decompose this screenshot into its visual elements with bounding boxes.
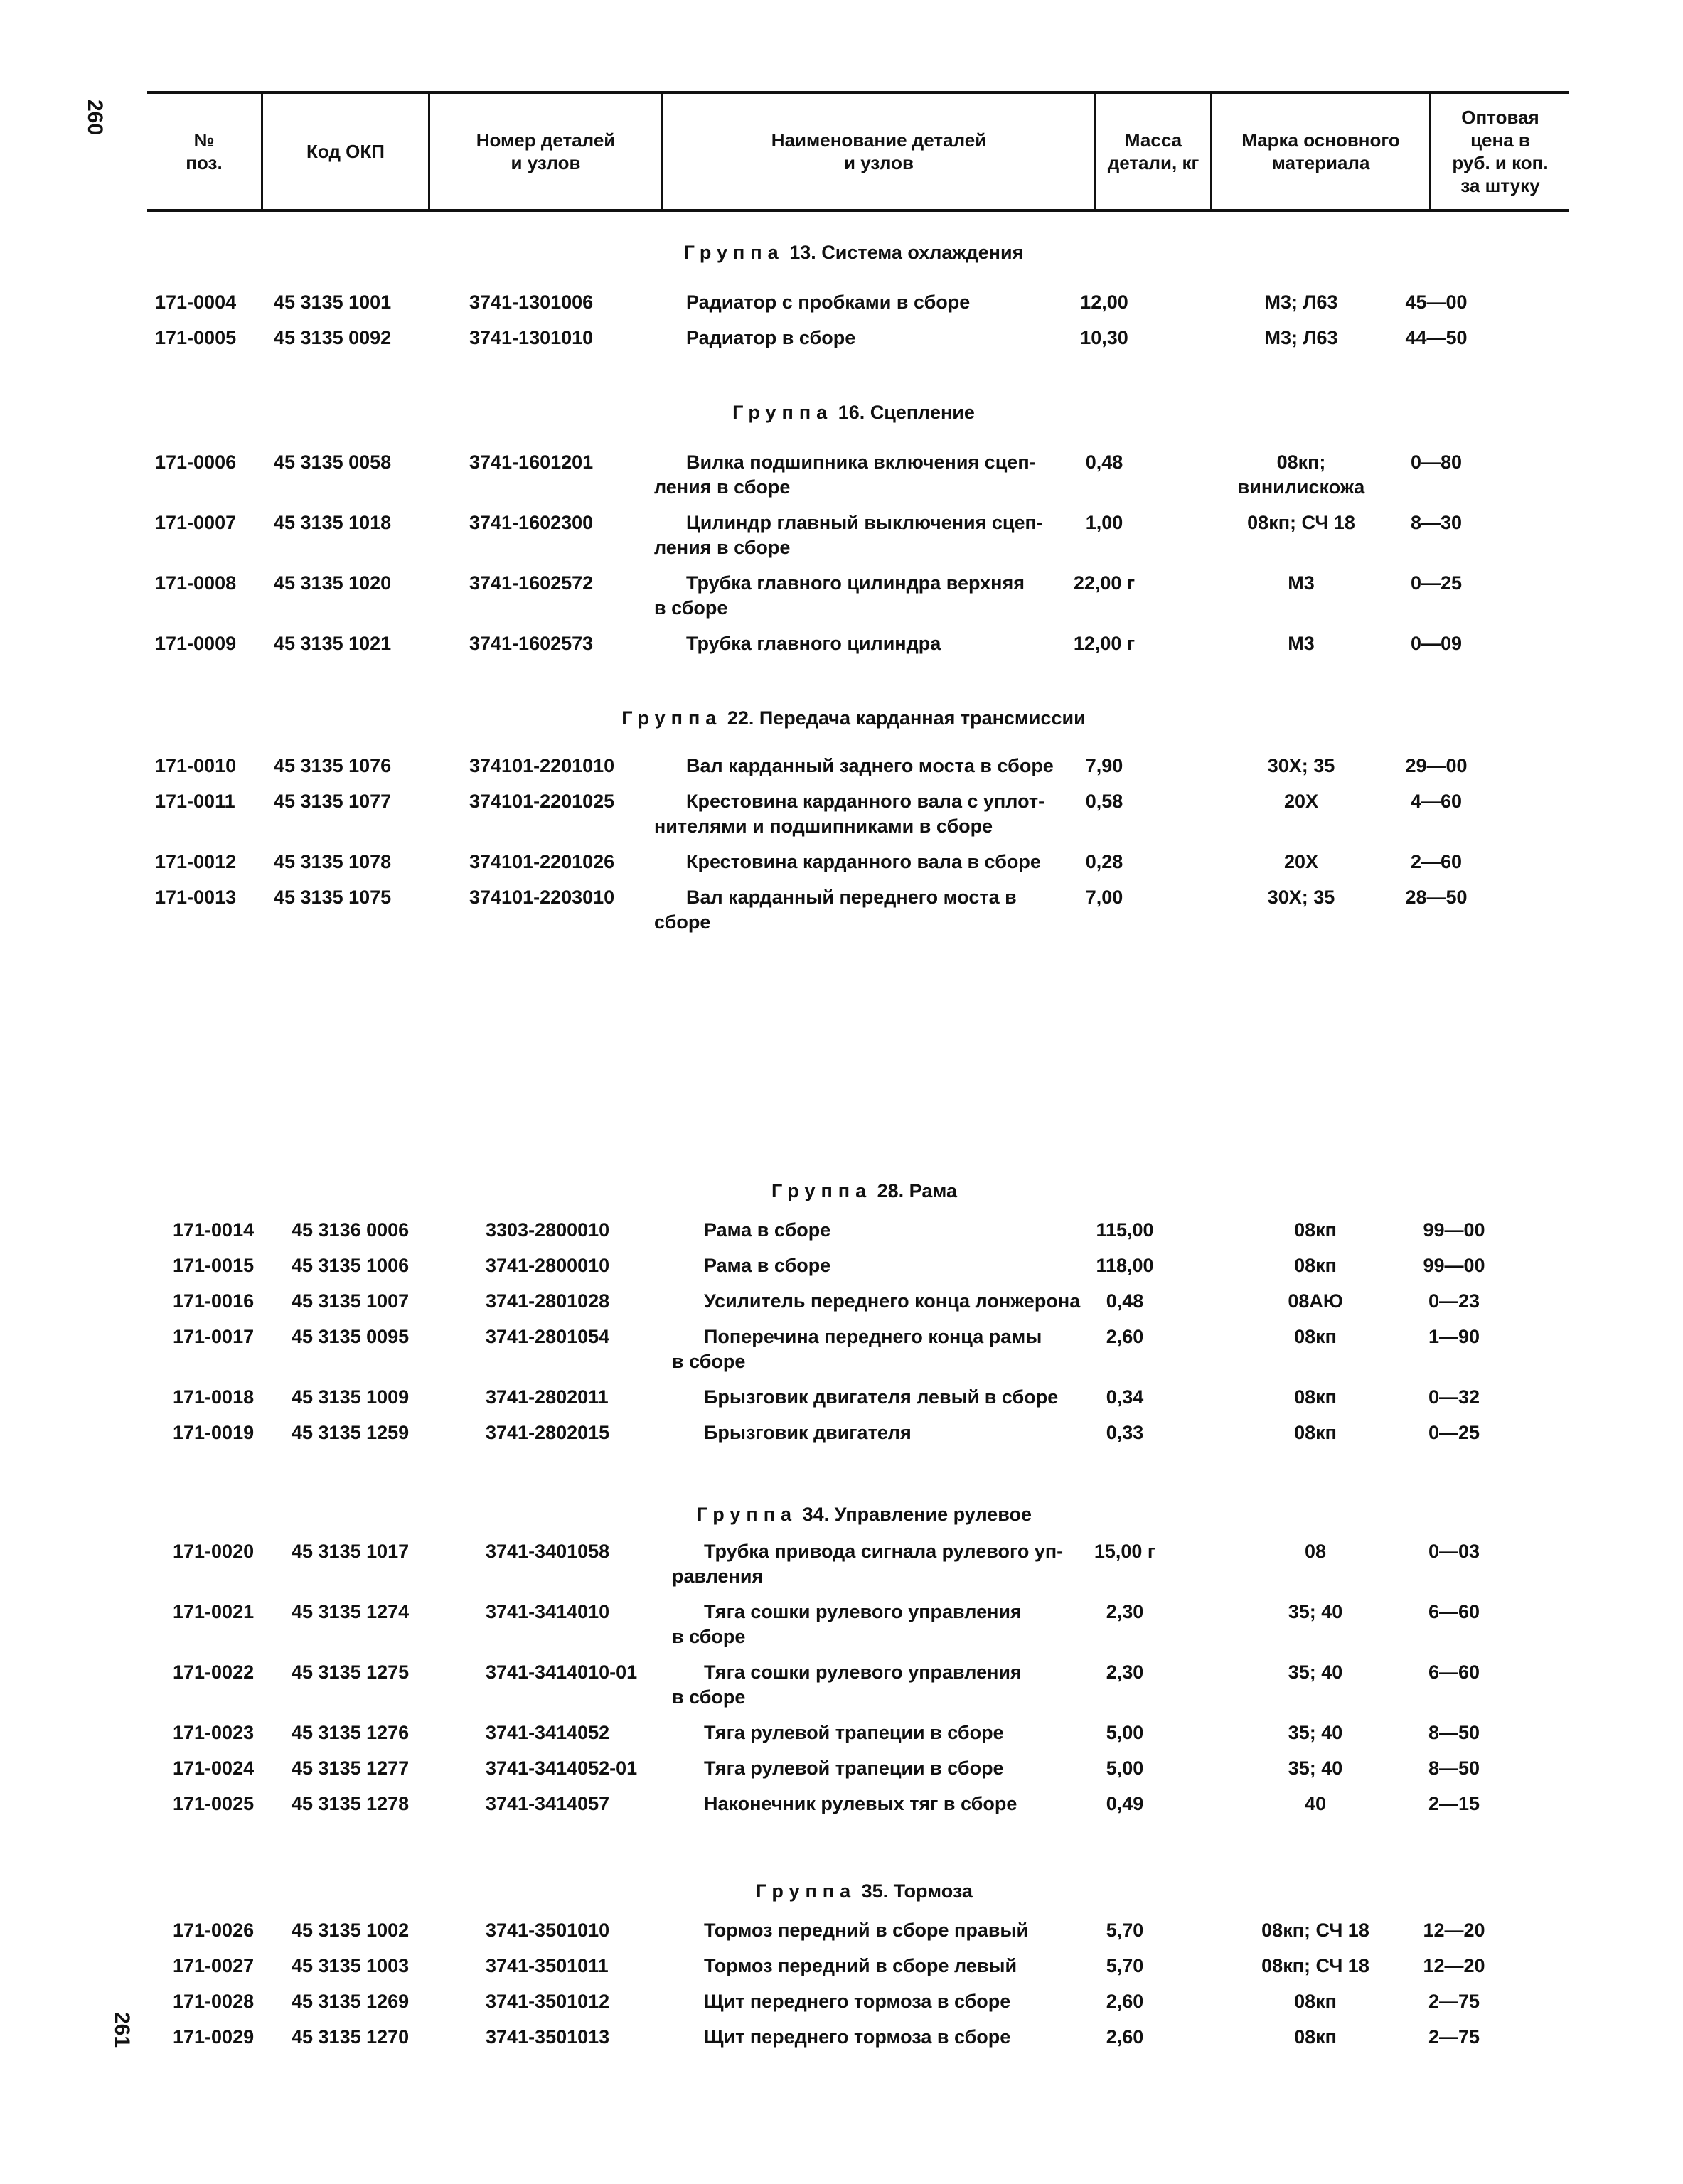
cell-pos: 171-0026 (173, 1920, 255, 1941)
table-row (0, 1660, 1683, 1717)
cell-okp: 45 3136 0006 (292, 1219, 410, 1241)
page-number-bottom: 261 (110, 2012, 134, 2048)
cell-mass: 7,00 (1085, 887, 1123, 908)
cell-mass: 0,48 (1106, 1290, 1144, 1312)
cell-number: 3741-3401058 (486, 1541, 610, 1562)
group-title: Группа 22. Передача карданная трансмиссии (621, 707, 1086, 729)
cell-price: 0—80 (1410, 451, 1463, 473)
cell-price: 12—20 (1423, 1955, 1485, 1976)
cell-pos: 171-0029 (173, 2026, 255, 2048)
cell-price: 2—15 (1428, 1793, 1480, 1814)
cell-okp: 45 3135 1270 (292, 2026, 410, 2048)
cell-number: 3741-2801028 (486, 1290, 610, 1312)
cell-name-line1: Трубка главного цилиндра (686, 633, 941, 654)
cell-name (672, 1954, 1113, 1979)
cell-okp: 45 3135 1276 (292, 1722, 410, 1743)
cell-okp: 45 3135 0092 (274, 327, 392, 348)
cell-mass: 2,60 (1106, 1991, 1144, 2012)
cell-price: 0—23 (1428, 1290, 1480, 1312)
cell-name-line1: Брызговик двигателя (704, 1422, 912, 1443)
cell-material: 08кп (1294, 1326, 1337, 1347)
cell-pos: 171-0005 (155, 327, 237, 348)
cell-name (672, 1756, 1113, 1781)
cell-pos: 171-0009 (155, 633, 237, 654)
cell-price: 8—30 (1410, 512, 1463, 533)
cell-price: 2—75 (1428, 1991, 1480, 2012)
cell-okp: 45 3135 1006 (292, 1255, 410, 1276)
cell-name (654, 754, 1095, 778)
cell-number: 3741-1601201 (469, 451, 594, 473)
cell-okp: 45 3135 1020 (274, 572, 392, 594)
cell-okp: 45 3135 1018 (274, 512, 392, 533)
table-row (0, 510, 1683, 567)
cell-number: 3741-3414052 (486, 1722, 610, 1743)
cell-okp: 45 3135 1278 (292, 1793, 410, 1814)
cell-name-line1: Вилка подшипника включения сцеп- (686, 451, 1036, 473)
cell-price: 8—50 (1428, 1722, 1480, 1743)
group-title: Группа 34. Управление рулевое (696, 1504, 1032, 1525)
table-row (0, 1792, 1683, 1848)
cell-pos: 171-0022 (173, 1661, 255, 1683)
cell-price: 6—60 (1428, 1661, 1480, 1683)
cell-okp: 45 3135 1277 (292, 1757, 410, 1779)
cell-price: 45—00 (1405, 291, 1468, 313)
cell-name-line1: Крестовина карданного вала с уплот- (686, 791, 1045, 812)
cell-mass: 115,00 (1096, 1219, 1154, 1241)
cell-material: М3; Л63 (1264, 327, 1338, 348)
cell-name (672, 1324, 1113, 1374)
cell-name (672, 1539, 1113, 1589)
cell-okp: 45 3135 1001 (274, 291, 392, 313)
cell-okp: 45 3135 1075 (274, 887, 392, 908)
cell-number: 374101-2201010 (469, 755, 615, 776)
cell-material: 30Х; 35 (1267, 755, 1335, 776)
cell-name-line1: Тяга рулевой трапеции в сборе (704, 1757, 1004, 1779)
cell-pos: 171-0007 (155, 512, 237, 533)
cell-price: 0—03 (1428, 1541, 1480, 1562)
cell-name-line2: в сборе (672, 1626, 746, 1647)
cell-number: 3741-1602300 (469, 512, 594, 533)
cell-mass: 2,60 (1106, 2026, 1144, 2048)
header-number: Номер деталей и узлов (476, 129, 616, 173)
cell-number: 374101-2203010 (469, 887, 615, 908)
cell-name (672, 1289, 1113, 1314)
cell-mass: 0,48 (1085, 451, 1123, 473)
cell-number: 3741-3414010 (486, 1601, 610, 1622)
cell-name-line1: Тяга сошки рулевого управления (704, 1661, 1022, 1683)
cell-name (672, 1385, 1113, 1410)
cell-name (672, 1720, 1113, 1745)
cell-mass: 5,00 (1106, 1722, 1144, 1743)
cell-number: 3741-3414057 (486, 1793, 610, 1814)
cell-number: 3741-2800010 (486, 1255, 610, 1276)
cell-material: 08АЮ (1288, 1290, 1343, 1312)
cell-material: 40 (1304, 1793, 1327, 1814)
cell-number: 3741-2802011 (486, 1386, 609, 1408)
cell-material: 35; 40 (1288, 1757, 1343, 1779)
group-title: Группа 28. Рама (771, 1180, 957, 1201)
cell-material: 08кп (1294, 1219, 1337, 1241)
cell-price: 2—75 (1428, 2026, 1480, 2048)
cell-name-line2: в сборе (672, 1351, 746, 1372)
cell-name-line1: Тяга рулевой трапеции в сборе (704, 1722, 1004, 1743)
table-row (0, 2025, 1683, 2082)
cell-pos: 171-0027 (173, 1955, 255, 1976)
cell-pos: 171-0015 (173, 1255, 255, 1276)
header-material: Марка основного материала (1241, 129, 1400, 173)
cell-material: 35; 40 (1288, 1601, 1343, 1622)
cell-number: 3741-2801054 (486, 1326, 610, 1347)
cell-number: 3741-2802015 (486, 1422, 610, 1443)
cell-mass: 1,00 (1085, 512, 1123, 533)
cell-okp: 45 3135 1009 (292, 1386, 410, 1408)
cell-pos: 171-0008 (155, 572, 237, 594)
cell-okp: 45 3135 1078 (274, 851, 392, 872)
table-row (0, 1600, 1683, 1656)
cell-okp: 45 3135 0058 (274, 451, 392, 473)
cell-material: 08кп (1294, 2026, 1337, 2048)
cell-number: 3741-3501010 (486, 1920, 610, 1941)
cell-name (654, 450, 1095, 500)
cell-pos: 171-0028 (173, 1991, 255, 2012)
header-price: Оптовая цена в руб. и коп. за штуку (1452, 107, 1549, 196)
cell-name (654, 571, 1095, 621)
cell-okp: 45 3135 1021 (274, 633, 392, 654)
cell-name-line1: Трубка главного цилиндра верхняя (686, 572, 1025, 594)
cell-material: 08кп (1294, 1991, 1337, 2012)
cell-number: 374101-2201025 (469, 791, 615, 812)
cell-mass: 12,00 (1080, 291, 1128, 313)
cell-mass: 2,60 (1106, 1326, 1144, 1347)
cell-okp: 45 3135 1274 (292, 1601, 410, 1622)
cell-price: 4—60 (1410, 791, 1463, 812)
cell-name (654, 631, 1095, 656)
cell-mass: 15,00 г (1094, 1541, 1156, 1562)
cell-pos: 171-0019 (173, 1422, 255, 1443)
cell-price: 44—50 (1405, 327, 1468, 348)
cell-price: 99—00 (1423, 1219, 1485, 1241)
cell-name-line2: равления (672, 1565, 764, 1587)
cell-number: 3741-1301006 (469, 291, 594, 313)
cell-price: 8—50 (1428, 1757, 1480, 1779)
cell-number: 3741-1602572 (469, 572, 594, 594)
cell-name-line2: ления в сборе (654, 476, 791, 498)
cell-pos: 171-0024 (173, 1757, 255, 1779)
cell-number: 3741-3414052-01 (486, 1757, 638, 1779)
cell-pos: 171-0014 (173, 1219, 255, 1241)
cell-name-line1: Поперечина переднего конца рамы (704, 1326, 1042, 1347)
cell-pos: 171-0016 (173, 1290, 255, 1312)
cell-price: 0—09 (1410, 633, 1463, 654)
cell-name-line1: Щит переднего тормоза в сборе (704, 2026, 1011, 2048)
cell-okp: 45 3135 1275 (292, 1661, 410, 1683)
cell-mass: 5,70 (1106, 1955, 1144, 1976)
cell-name-line1: Рама в сборе (704, 1219, 831, 1241)
cell-pos: 171-0010 (155, 755, 237, 776)
cell-mass: 0,34 (1106, 1386, 1144, 1408)
cell-material: 20Х (1283, 851, 1319, 872)
cell-price: 28—50 (1405, 887, 1468, 908)
cell-name-line1: Трубка привода сигнала рулевого уп- (704, 1541, 1064, 1562)
cell-material: 08кп (1294, 1422, 1337, 1443)
table-row (0, 1420, 1683, 1477)
cell-mass: 7,90 (1085, 755, 1123, 776)
cell-okp: 45 3135 0095 (292, 1326, 410, 1347)
cell-mass: 12,00 г (1073, 633, 1136, 654)
cell-name (672, 1989, 1113, 2014)
cell-pos: 171-0023 (173, 1722, 255, 1743)
cell-number: 3741-3414010-01 (486, 1661, 638, 1683)
cell-price: 12—20 (1423, 1920, 1485, 1941)
table-row (0, 326, 1683, 382)
table-row (0, 1539, 1683, 1596)
cell-material: 08кп; СЧ 18 (1261, 1920, 1369, 1941)
cell-mass: 0,28 (1085, 851, 1123, 872)
cell-name-line1: Радиатор с пробками в сборе (686, 291, 971, 313)
cell-name-line1: Рама в сборе (704, 1255, 831, 1276)
cell-mass: 10,30 (1080, 327, 1128, 348)
cell-price: 0—32 (1428, 1386, 1480, 1408)
cell-price: 29—00 (1405, 755, 1468, 776)
cell-number: 3741-3501013 (486, 2026, 610, 2048)
cell-name (654, 885, 1095, 935)
cell-name (672, 1600, 1113, 1649)
cell-mass: 0,49 (1106, 1793, 1144, 1814)
cell-material: М3 (1288, 572, 1315, 594)
cell-name (672, 2025, 1113, 2050)
cell-name-line2: нителями и подшипниками в сборе (654, 815, 993, 837)
cell-name (654, 290, 1095, 315)
cell-name-line1: Брызговик двигателя левый в сборе (704, 1386, 1059, 1408)
cell-material: 08кп (1294, 1386, 1337, 1408)
cell-name-line2: в сборе (672, 1686, 746, 1708)
cell-name (654, 510, 1095, 560)
cell-mass: 2,30 (1106, 1601, 1144, 1622)
table-row (0, 450, 1683, 507)
cell-price: 1—90 (1428, 1326, 1480, 1347)
header-okp: Код ОКП (306, 141, 385, 162)
cell-number: 3303-2800010 (486, 1219, 610, 1241)
cell-name-line1: Крестовина карданного вала в сборе (686, 851, 1041, 872)
cell-okp: 45 3135 1269 (292, 1991, 410, 2012)
cell-name-line1: Тормоз передний в сборе правый (704, 1920, 1029, 1941)
cell-name (654, 326, 1095, 350)
cell-pos: 171-0018 (173, 1386, 255, 1408)
header-name: Наименование деталей и узлов (771, 129, 987, 173)
cell-okp: 45 3135 1007 (292, 1290, 410, 1312)
cell-name-line1: Тормоз передний в сборе левый (704, 1955, 1017, 1976)
cell-okp: 45 3135 1077 (274, 791, 392, 812)
cell-name (672, 1792, 1113, 1816)
cell-price: 2—60 (1410, 851, 1463, 872)
cell-name-line1: Вал карданный заднего моста в сборе (686, 755, 1054, 776)
cell-number: 3741-3501012 (486, 1991, 610, 2012)
cell-price: 0—25 (1410, 572, 1463, 594)
table-row (0, 789, 1683, 846)
table-row (0, 1324, 1683, 1381)
cell-material: 08кп; СЧ 18 (1261, 1955, 1369, 1976)
cell-material: 20Х (1283, 791, 1319, 812)
cell-material: 30Х; 35 (1267, 887, 1335, 908)
cell-okp: 45 3135 1002 (292, 1920, 410, 1941)
group-title: Группа 13. Система охлаждения (683, 242, 1024, 263)
cell-name (672, 1918, 1113, 1943)
cell-pos: 171-0017 (173, 1326, 255, 1347)
cell-material: М3 (1288, 633, 1315, 654)
cell-mass: 118,00 (1096, 1255, 1154, 1276)
cell-pos: 171-0012 (155, 851, 237, 872)
header-pos: № поз. (186, 129, 223, 173)
table-row (0, 571, 1683, 628)
cell-okp: 45 3135 1017 (292, 1541, 410, 1562)
cell-name-line1: Наконечник рулевых тяг в сборе (704, 1793, 1017, 1814)
cell-okp: 45 3135 1259 (292, 1422, 410, 1443)
cell-name (672, 1218, 1113, 1243)
cell-name-line2: сборе (654, 911, 711, 933)
cell-mass: 0,58 (1085, 791, 1123, 812)
cell-name-line1: Радиатор в сборе (686, 327, 856, 348)
cell-mass: 2,30 (1106, 1661, 1144, 1683)
cell-name-line1: Вал карданный переднего моста в (686, 887, 1017, 908)
cell-material: 08кп; СЧ 18 (1247, 512, 1355, 533)
cell-price: 99—00 (1423, 1255, 1485, 1276)
cell-name-line1: Усилитель переднего конца лонжерона (704, 1290, 1081, 1312)
cell-price: 6—60 (1428, 1601, 1480, 1622)
cell-name-line1: Щит переднего тормоза в сборе (704, 1991, 1011, 2012)
cell-pos: 171-0006 (155, 451, 237, 473)
cell-name-line2: в сборе (654, 597, 728, 619)
group-title: Группа 35. Тормоза (756, 1880, 973, 1902)
cell-number: 3741-1602573 (469, 633, 594, 654)
cell-mass: 0,33 (1106, 1422, 1144, 1443)
cell-mass: 5,00 (1106, 1757, 1144, 1779)
cell-name-line1: Тяга сошки рулевого управления (704, 1601, 1022, 1622)
cell-material: 08 (1304, 1541, 1327, 1562)
header-mass: Масса детали, кг (1107, 129, 1200, 173)
cell-price: 0—25 (1428, 1422, 1480, 1443)
page-number-top: 260 (83, 100, 107, 136)
cell-pos: 171-0021 (173, 1601, 255, 1622)
table-row (0, 631, 1683, 688)
table-header (147, 91, 1569, 212)
cell-name (672, 1420, 1113, 1445)
cell-number: 374101-2201026 (469, 851, 615, 872)
group-title: Группа 16. Сцепление (732, 402, 975, 423)
cell-material: 35; 40 (1288, 1661, 1343, 1683)
cell-material-line2: винилискожа (1237, 476, 1365, 498)
cell-name (672, 1253, 1113, 1278)
cell-pos: 171-0011 (155, 791, 235, 812)
cell-pos: 171-0013 (155, 887, 237, 908)
cell-pos: 171-0025 (173, 1793, 255, 1814)
cell-pos: 171-0020 (173, 1541, 255, 1562)
cell-mass: 22,00 г (1073, 572, 1136, 594)
cell-okp: 45 3135 1076 (274, 755, 392, 776)
cell-name (654, 789, 1095, 839)
cell-material: М3; Л63 (1264, 291, 1338, 313)
cell-pos: 171-0004 (155, 291, 237, 313)
cell-name (672, 1660, 1113, 1710)
cell-material: 35; 40 (1288, 1722, 1343, 1743)
cell-okp: 45 3135 1003 (292, 1955, 410, 1976)
cell-name-line2: ления в сборе (654, 537, 791, 558)
cell-number: 3741-1301010 (469, 327, 594, 348)
cell-material: 08кп (1294, 1255, 1337, 1276)
cell-name-line1: Цилиндр главный выключения сцеп- (686, 512, 1043, 533)
cell-material: 08кп; (1276, 451, 1326, 473)
cell-mass: 5,70 (1106, 1920, 1144, 1941)
cell-name (654, 850, 1095, 874)
table-row (0, 885, 1683, 942)
cell-number: 3741-3501011 (486, 1955, 609, 1976)
